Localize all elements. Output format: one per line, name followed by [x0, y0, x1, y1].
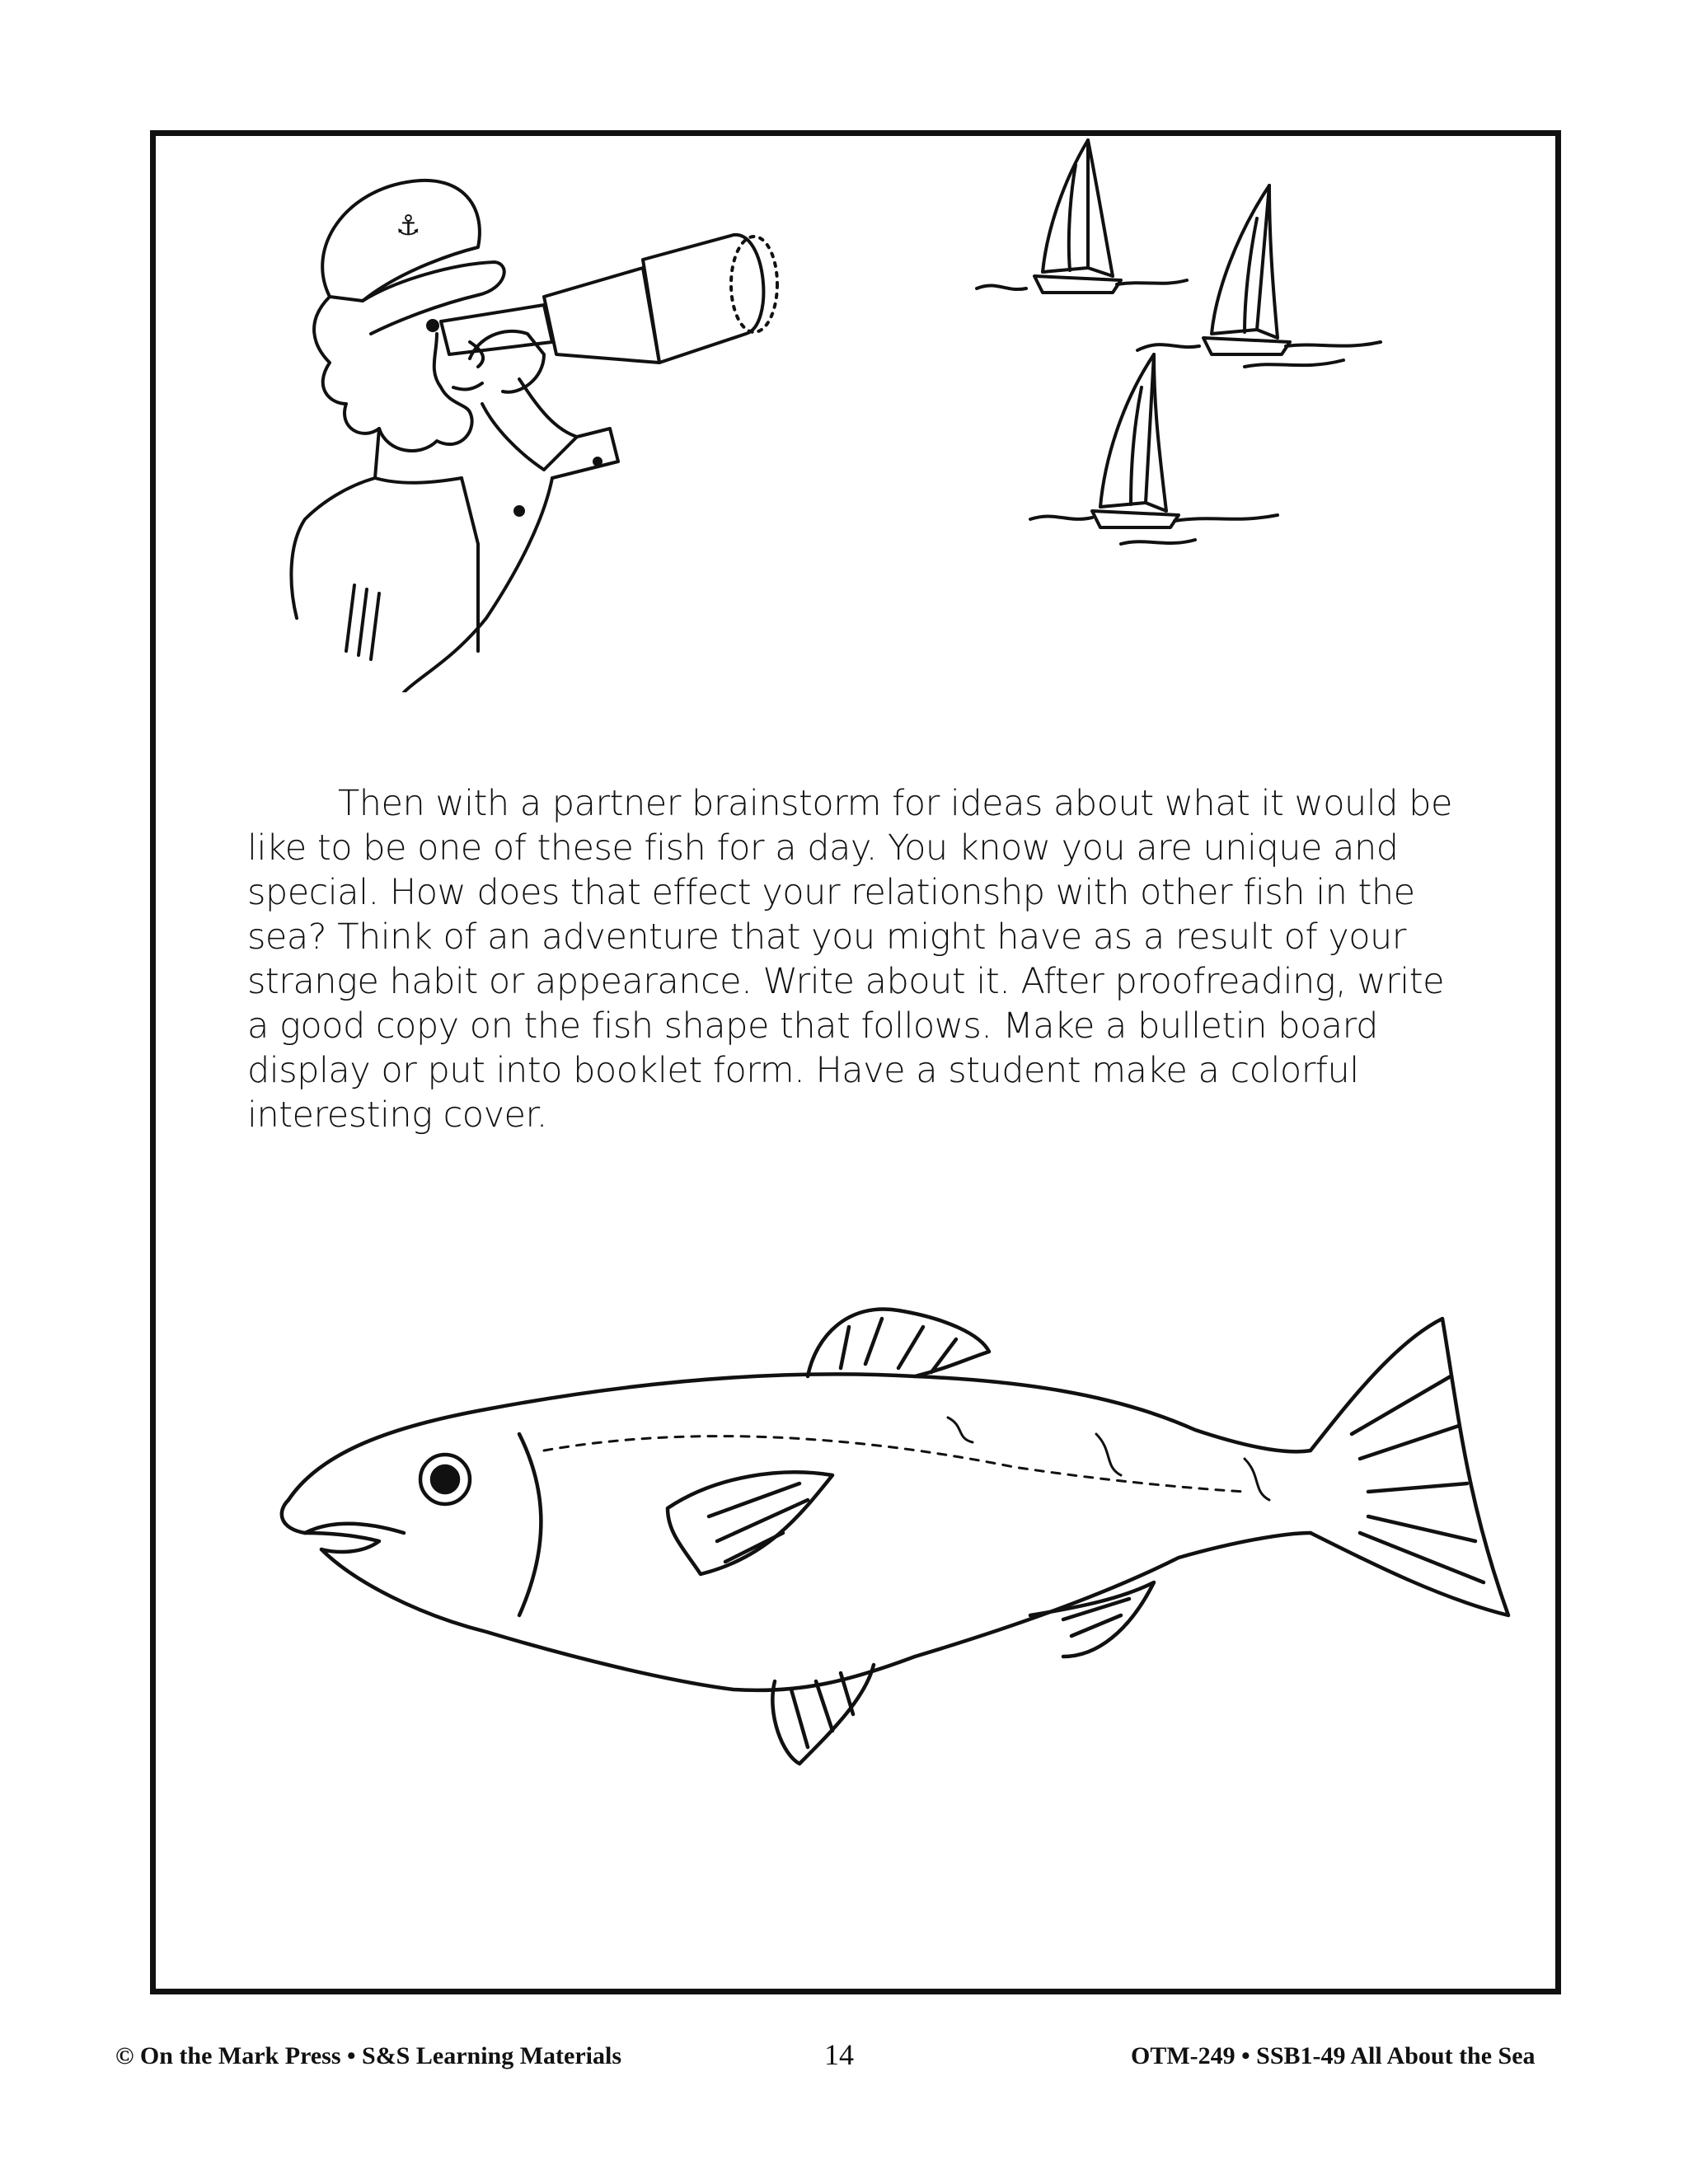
instructions-text: Then with a partner brainstorm for ideas about what it would be like to be one of these fish for a day. You know you are unique and special. How does that effect your relationshp with other fish in the sea? Think of an adventure that you might have as a result of your strange habit or appearance. Write about it. After proofreading, write a good copy on the fish shape that follows. Make a bulletin board display or put into booklet form. Have a student make a colorful interesting cover. [247, 783, 1452, 1136]
svg-text:⚓: ⚓ [396, 209, 421, 242]
fish-outline-illustration [272, 1269, 1525, 1780]
instructions-paragraph [247, 781, 1467, 1137]
sailboats-illustration [964, 132, 1426, 593]
page-footer [0, 2038, 1688, 2083]
product-code: OTM-249 • SSB1-49 All About the Sea [1131, 2042, 1536, 2069]
sea-captain-illustration [272, 157, 865, 692]
publisher-credit: © On the Mark Press • S&S Learning Materials [115, 2042, 621, 2069]
page-number: 14 [824, 2038, 854, 2071]
